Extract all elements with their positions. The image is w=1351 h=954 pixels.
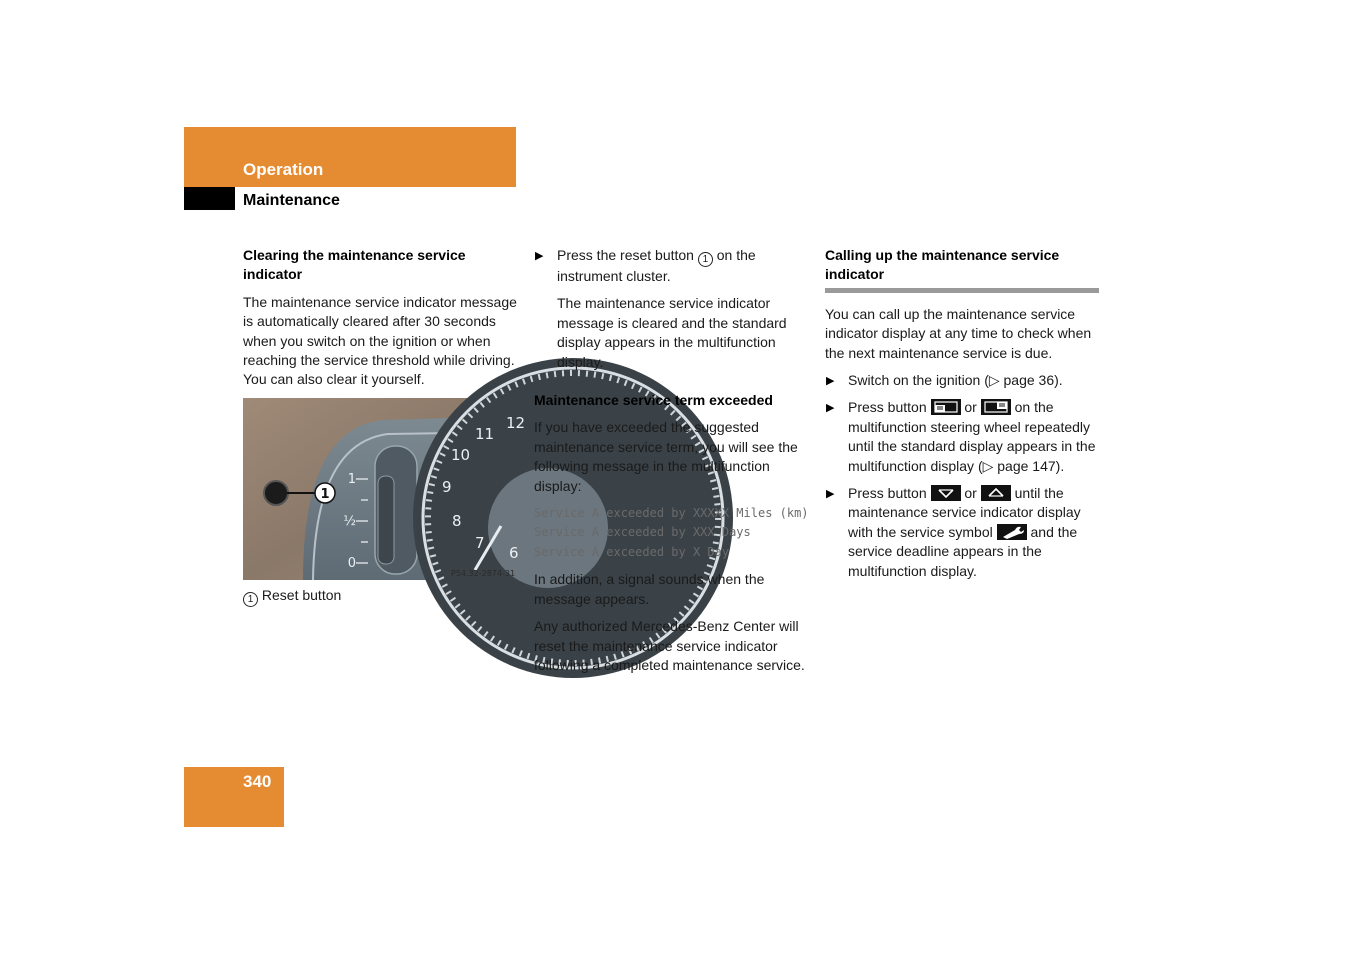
message-days: Service A exceeded by XXX Days: [534, 525, 751, 540]
column-1: [243, 246, 526, 607]
heading-rule: [825, 288, 1099, 293]
header-marker: [184, 187, 235, 210]
wrench-icon: [997, 524, 1027, 540]
dial-number-10: 10: [451, 445, 471, 464]
callout-number: 1: [320, 486, 330, 502]
reset-button-knob: [264, 481, 288, 505]
step-display-buttons: [825, 398, 1099, 476]
step3-b: until the maintenance service indicator display with the service symbol: [848, 485, 1081, 540]
triangle-right-icon: ▶: [826, 488, 835, 501]
dial-number-11: 11: [475, 424, 495, 443]
term-exceeded-heading: Maintenance service term exceeded: [534, 392, 773, 409]
page-number: 340: [243, 772, 272, 791]
step1-after: on the instrument cluster.: [557, 247, 756, 284]
calling-up-intro: You can call up the maintenance service indicator display at any time to check when the next maintenance service is due.: [825, 305, 1092, 361]
display-page-left-button-icon: [931, 399, 961, 415]
step-press-reset: [534, 246, 812, 286]
clearing-body: The maintenance service indicator message is automatically cleared after 30 seconds when you switch on the ignition or when reaching the service threshold while driving. You can also clear it yourself.: [243, 293, 517, 388]
step2-or: or: [964, 399, 977, 416]
step3-a: Press button: [848, 485, 927, 502]
display-messages: [534, 504, 812, 562]
step2-a: Press button: [848, 399, 927, 416]
step1-result: The maintenance service indicator message is cleared and the standard display appears in the multifunction display.: [557, 295, 787, 370]
reset-text: Any authorized Mercedes-Benz Center will reset the maintenance service indicator following a completed maintenance service.: [534, 618, 805, 673]
triangle-right-icon: ▶: [826, 375, 835, 388]
message-day: Service A exceeded by X Day: [534, 544, 730, 559]
subsection-title: Maintenance: [243, 192, 340, 209]
step-arrow-buttons: [825, 484, 1099, 581]
column-2: [534, 246, 812, 675]
section-title: Operation: [243, 160, 324, 179]
clearing-heading: Clearing the maintenance service indicator: [243, 247, 466, 283]
header-band: [184, 127, 516, 187]
dial-number-12: 12: [506, 413, 526, 432]
instrument-cluster-photo: [243, 398, 526, 580]
message-miles: Service A exceeded by XXXXX Miles (km): [534, 506, 809, 521]
calling-up-heading: Calling up the maintenance service indicator: [825, 247, 1060, 283]
term-exceeded-intro: If you have exceeded the suggested maintenance service term, you will see the following message in the multifunction display:: [534, 419, 798, 494]
triangle-right-icon: ▶: [826, 402, 835, 415]
step3-c: and the service deadline appears in the multifunction display.: [848, 523, 1078, 579]
dial-number-8: 8: [452, 511, 462, 530]
fuel-label-full: 1: [347, 471, 356, 487]
signal-text: In addition, a signal sounds when the message appears.: [534, 571, 765, 607]
arrow-down-button-icon: [931, 485, 961, 501]
step1-before: Press the reset button: [557, 247, 694, 263]
display-page-right-button-icon: [981, 399, 1011, 415]
caption-number: 1: [243, 592, 258, 607]
arrow-up-button-icon: [981, 485, 1011, 501]
reset-button-number: 1: [698, 252, 713, 267]
caption-text: Reset button: [261, 586, 342, 603]
dial-number-7: 7: [475, 533, 485, 552]
fuel-label-half: ½: [343, 513, 356, 529]
fuel-label-empty: 0: [347, 555, 356, 571]
photo-code: P54.32-2874-31: [451, 568, 516, 578]
dial-number-6: 6: [509, 543, 519, 562]
dial-number-9: 9: [442, 477, 452, 496]
step1-text: Switch on the ignition (▷ page 36).: [848, 372, 1063, 389]
step3-or: or: [964, 485, 977, 502]
step2-b: on the multifunction steering wheel repeatedly until the standard display appears in the multifunction display (▷ page 147).: [848, 399, 1096, 474]
column-3: [825, 246, 1099, 581]
step-ignition: [825, 371, 1099, 390]
triangle-right-icon: ▶: [535, 250, 544, 262]
